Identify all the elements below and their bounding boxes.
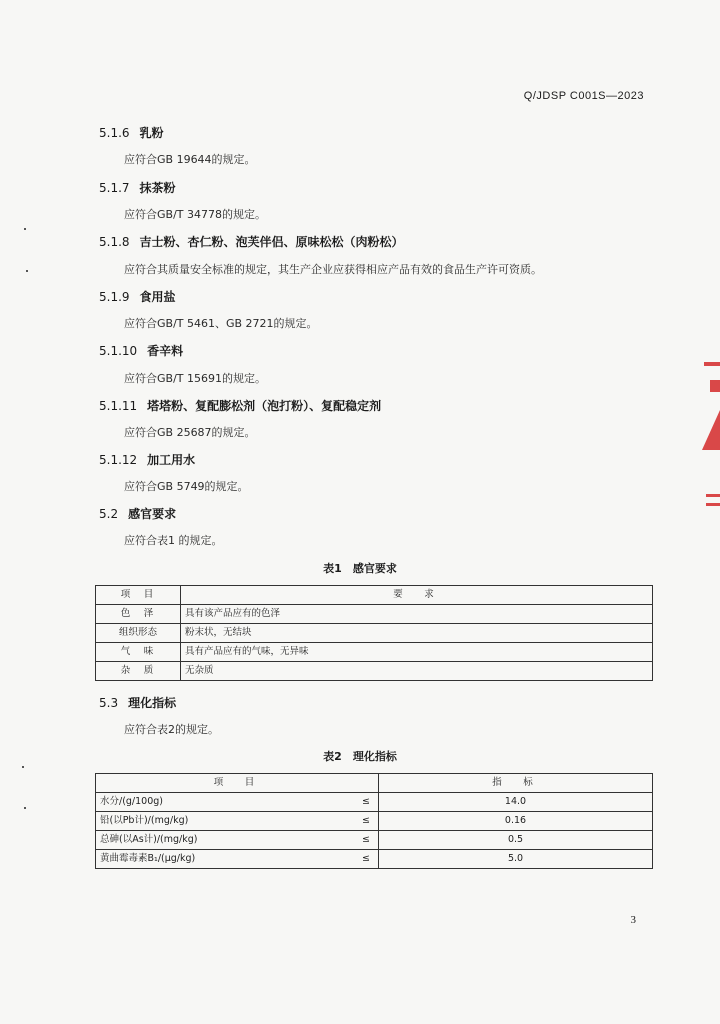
scan-speck bbox=[22, 766, 24, 768]
section-number: 5.1.12 bbox=[99, 453, 138, 467]
table-row bbox=[96, 662, 653, 681]
table1-caption: 表1 感官要求 bbox=[323, 562, 397, 575]
section-title: 感官要求 bbox=[128, 507, 177, 521]
sensory-requirements-table bbox=[95, 585, 653, 681]
table-cell: 无杂质 bbox=[181, 662, 653, 681]
table-cell: 14.0 bbox=[379, 793, 653, 812]
document-code: Q/JDSP C001S—2023 bbox=[523, 90, 644, 102]
table-row bbox=[96, 850, 653, 869]
seal-fragment bbox=[710, 380, 720, 392]
section-heading-5-1-8 bbox=[99, 233, 404, 250]
section-text-5-1-9: 应符合GB/T 5461、GB 2721的规定。 bbox=[124, 317, 318, 330]
table-cell: 0.5 bbox=[379, 831, 653, 850]
section-number: 5.1.6 bbox=[99, 126, 130, 140]
section-title: 抹茶粉 bbox=[139, 181, 176, 195]
table-header-cell: 指 标 bbox=[379, 774, 653, 793]
table-row bbox=[96, 624, 653, 643]
section-number: 5.1.7 bbox=[99, 181, 130, 195]
section-heading-5-1-10 bbox=[99, 342, 183, 359]
table-cell: 色 泽 bbox=[96, 605, 181, 624]
table-cell: 水分/(g/100g) bbox=[96, 793, 355, 812]
table-cell: ≤ bbox=[354, 812, 379, 831]
scan-speck bbox=[24, 228, 26, 230]
table-cell: 5.0 bbox=[379, 850, 653, 869]
section-title: 香辛料 bbox=[147, 344, 184, 358]
table-cell: 具有该产品应有的色泽 bbox=[181, 605, 653, 624]
table-cell: 黄曲霉毒素B₁/(μg/kg) bbox=[96, 850, 355, 869]
section-title: 塔塔粉、复配膨松剂（泡打粉）、复配稳定剂 bbox=[147, 399, 382, 413]
table2-caption: 表2 理化指标 bbox=[323, 750, 397, 763]
scan-speck bbox=[24, 807, 26, 809]
section-number: 5.1.10 bbox=[99, 344, 138, 358]
table-cell: 铅(以Pb计)/(mg/kg) bbox=[96, 812, 355, 831]
table-cell: 总砷(以As计)/(mg/kg) bbox=[96, 831, 355, 850]
section-title: 理化指标 bbox=[128, 696, 177, 710]
table-cell: 具有产品应有的气味，无异味 bbox=[181, 643, 653, 662]
table-cell: 粉末状，无结块 bbox=[181, 624, 653, 643]
table-header-cell: 要 求 bbox=[181, 586, 653, 605]
section-text-5-1-11: 应符合GB 25687的规定。 bbox=[124, 426, 256, 439]
section-title: 食用盐 bbox=[139, 290, 176, 304]
table-cell: ≤ bbox=[354, 793, 379, 812]
section-heading-5-1-9 bbox=[99, 288, 176, 305]
table-cell: ≤ bbox=[354, 850, 379, 869]
section-heading-5-1-11 bbox=[99, 397, 381, 414]
section-text-5-3: 应符合表2的规定。 bbox=[124, 723, 219, 736]
section-number: 5.1.8 bbox=[99, 235, 130, 249]
table-row bbox=[96, 812, 653, 831]
table-row bbox=[96, 605, 653, 624]
table-header-row bbox=[96, 774, 653, 793]
section-number: 5.1.11 bbox=[99, 399, 138, 413]
section-title: 吉士粉、杏仁粉、泡芙伴侣、原味松松（肉粉松） bbox=[139, 235, 404, 249]
table-cell: 组织形态 bbox=[96, 624, 181, 643]
table-cell: 气 味 bbox=[96, 643, 181, 662]
section-title: 乳粉 bbox=[139, 126, 164, 140]
physicochemical-indicators-table bbox=[95, 773, 653, 869]
section-heading-5-1-6 bbox=[99, 124, 164, 141]
page-number: 3 bbox=[630, 914, 636, 926]
seal-fragment bbox=[704, 362, 720, 366]
table-row bbox=[96, 793, 653, 812]
seal-fragment bbox=[702, 410, 720, 450]
section-heading-5-2 bbox=[99, 505, 176, 522]
section-text-5-1-6: 应符合GB 19644的规定。 bbox=[124, 153, 256, 166]
section-number: 5.2 bbox=[99, 507, 119, 521]
section-heading-5-3 bbox=[99, 694, 176, 711]
section-text-5-1-7: 应符合GB/T 34778的规定。 bbox=[124, 208, 266, 221]
table-header-cell: 项 目 bbox=[96, 586, 181, 605]
section-text-5-1-8: 应符合其质量安全标准的规定，其生产企业应获得相应产品有效的食品生产许可资质。 bbox=[124, 263, 542, 276]
table-cell: ≤ bbox=[354, 831, 379, 850]
table-header-row bbox=[96, 586, 653, 605]
section-number: 5.1.9 bbox=[99, 290, 130, 304]
table-cell: 杂 质 bbox=[96, 662, 181, 681]
seal-fragment bbox=[706, 503, 720, 506]
section-text-5-2: 应符合表1 的规定。 bbox=[124, 534, 223, 547]
section-title: 加工用水 bbox=[147, 453, 196, 467]
seal-fragment bbox=[706, 494, 720, 497]
table-header-cell: 项 目 bbox=[96, 774, 379, 793]
section-heading-5-1-7 bbox=[99, 179, 176, 196]
table-cell: 0.16 bbox=[379, 812, 653, 831]
section-text-5-1-12: 应符合GB 5749的规定。 bbox=[124, 480, 249, 493]
section-text-5-1-10: 应符合GB/T 15691的规定。 bbox=[124, 372, 266, 385]
section-number: 5.3 bbox=[99, 696, 119, 710]
scan-speck bbox=[26, 270, 28, 272]
table-row bbox=[96, 831, 653, 850]
table-row bbox=[96, 643, 653, 662]
section-heading-5-1-12 bbox=[99, 451, 195, 468]
